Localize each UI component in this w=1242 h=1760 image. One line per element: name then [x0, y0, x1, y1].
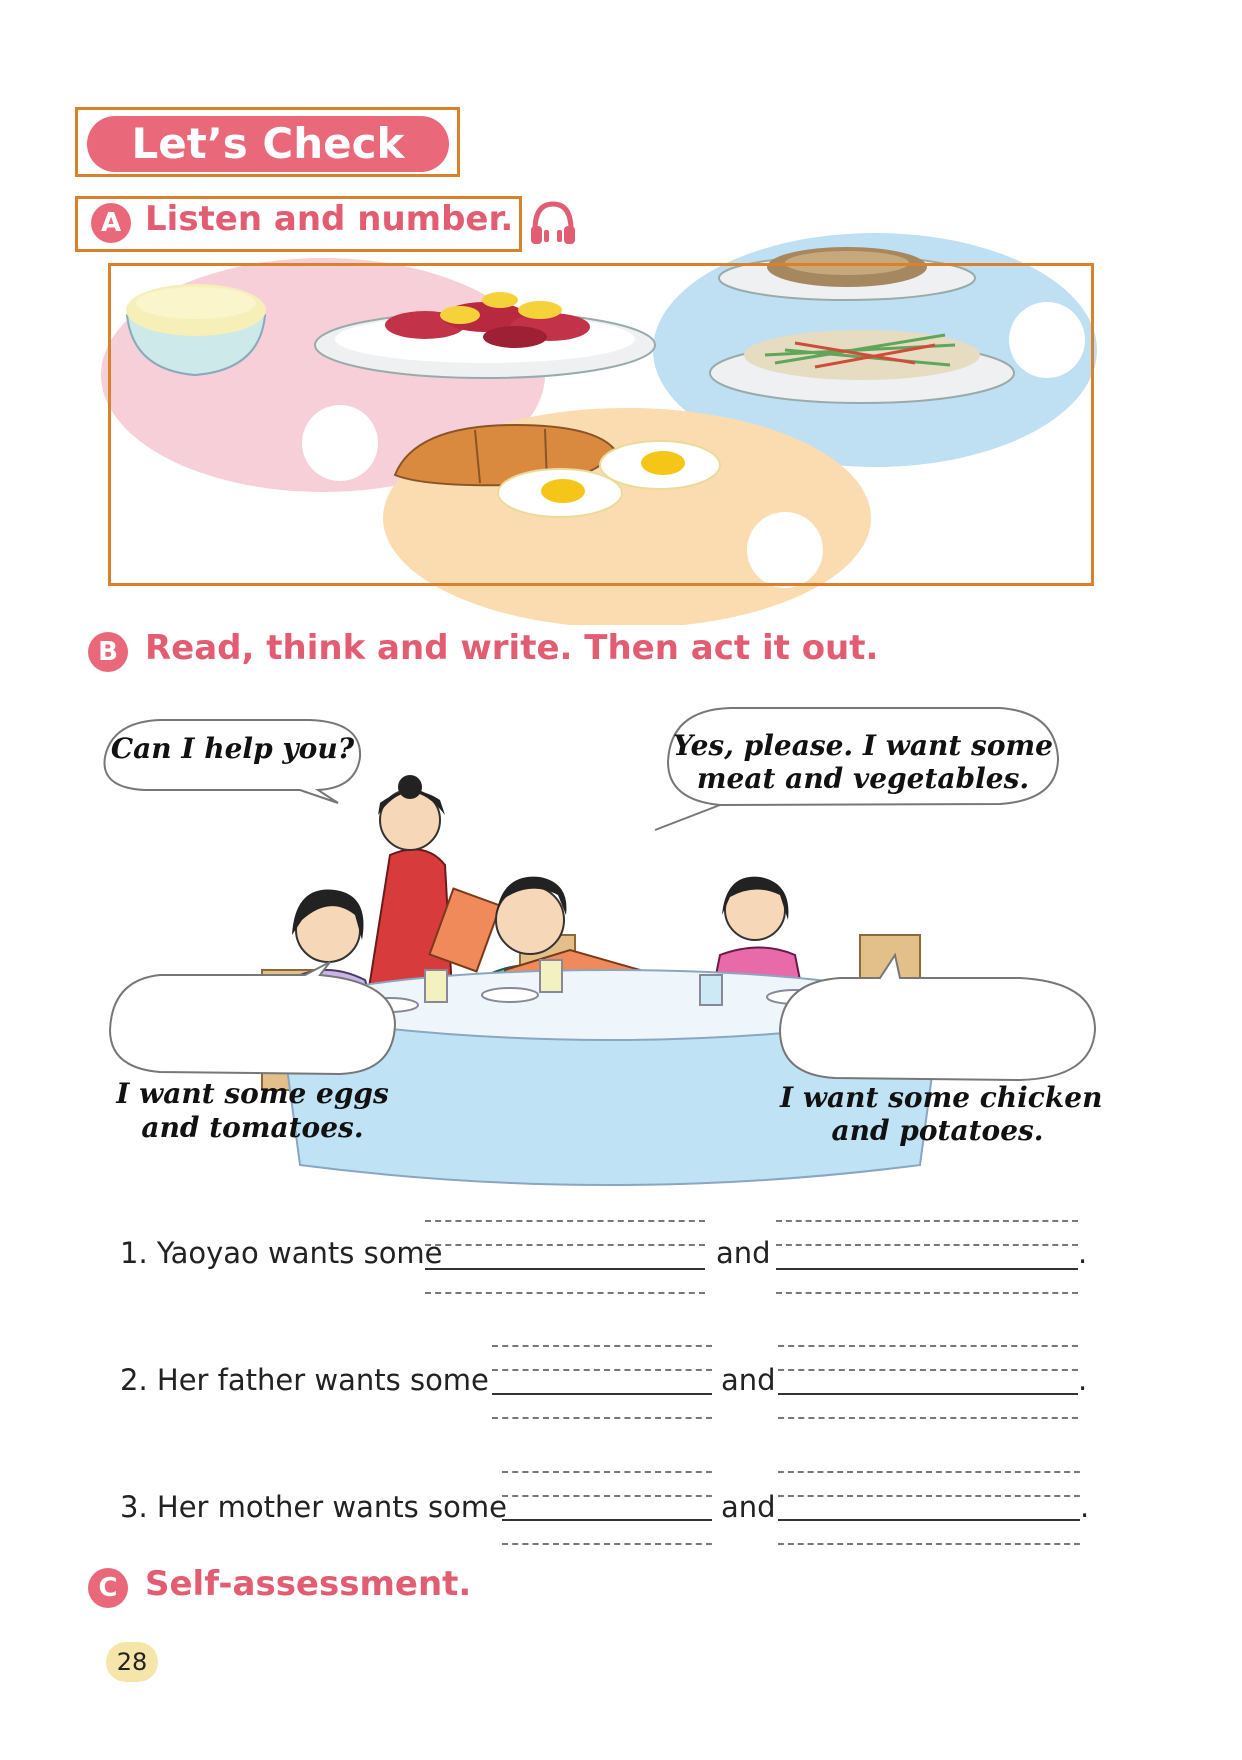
speech-bubble-mother	[110, 962, 395, 1074]
sentence-2-and: and	[721, 1363, 776, 1397]
section-a-title: Listen and number.	[145, 199, 514, 239]
section-a-letter: A	[91, 203, 131, 243]
bubble-text-yaoyao-line1: I want some chicken	[780, 1081, 1103, 1114]
answer-line-1a[interactable]	[425, 1220, 705, 1296]
bubble-text-mother-line1: I want some eggs	[116, 1077, 389, 1110]
section-c-title: Self-assessment.	[145, 1564, 472, 1604]
section-c-letter: C	[88, 1568, 128, 1608]
sentence-1-period: .	[1078, 1236, 1088, 1270]
page-number: 28	[116, 1648, 148, 1676]
sentence-3-period: .	[1080, 1490, 1090, 1524]
speech-bubble-yaoyao	[780, 955, 1095, 1080]
sentence-1-and: and	[716, 1236, 771, 1270]
sentence-1-prefix: 1. Yaoyao wants some	[120, 1236, 443, 1270]
bubble-text-father-line2: meat and vegetables.	[696, 762, 1030, 795]
picture-frame	[108, 263, 1094, 586]
answer-line-2b[interactable]	[778, 1345, 1078, 1421]
answer-line-3a[interactable]	[502, 1471, 712, 1547]
bubble-text-father-line1: Yes, please. I want some	[673, 729, 1053, 762]
answer-line-3b[interactable]	[778, 1471, 1080, 1547]
sentence-3-prefix: 3. Her mother wants some	[120, 1490, 507, 1524]
section-b-letter: B	[88, 632, 128, 672]
bubble-text-waitress: Can I help you?	[110, 732, 355, 765]
bubble-text-yaoyao-line2: and potatoes.	[831, 1114, 1044, 1147]
sentence-2-period: .	[1078, 1363, 1088, 1397]
section-b-title: Read, think and write. Then act it out.	[145, 628, 879, 668]
sentence-3-and: and	[721, 1490, 776, 1524]
page-title: Let’s Check	[131, 119, 405, 168]
answer-line-1b[interactable]	[776, 1220, 1078, 1296]
answer-line-2a[interactable]	[492, 1345, 712, 1421]
sentence-2-prefix: 2. Her father wants some	[120, 1363, 489, 1397]
bubble-text-mother-line2: and tomatoes.	[141, 1111, 364, 1144]
